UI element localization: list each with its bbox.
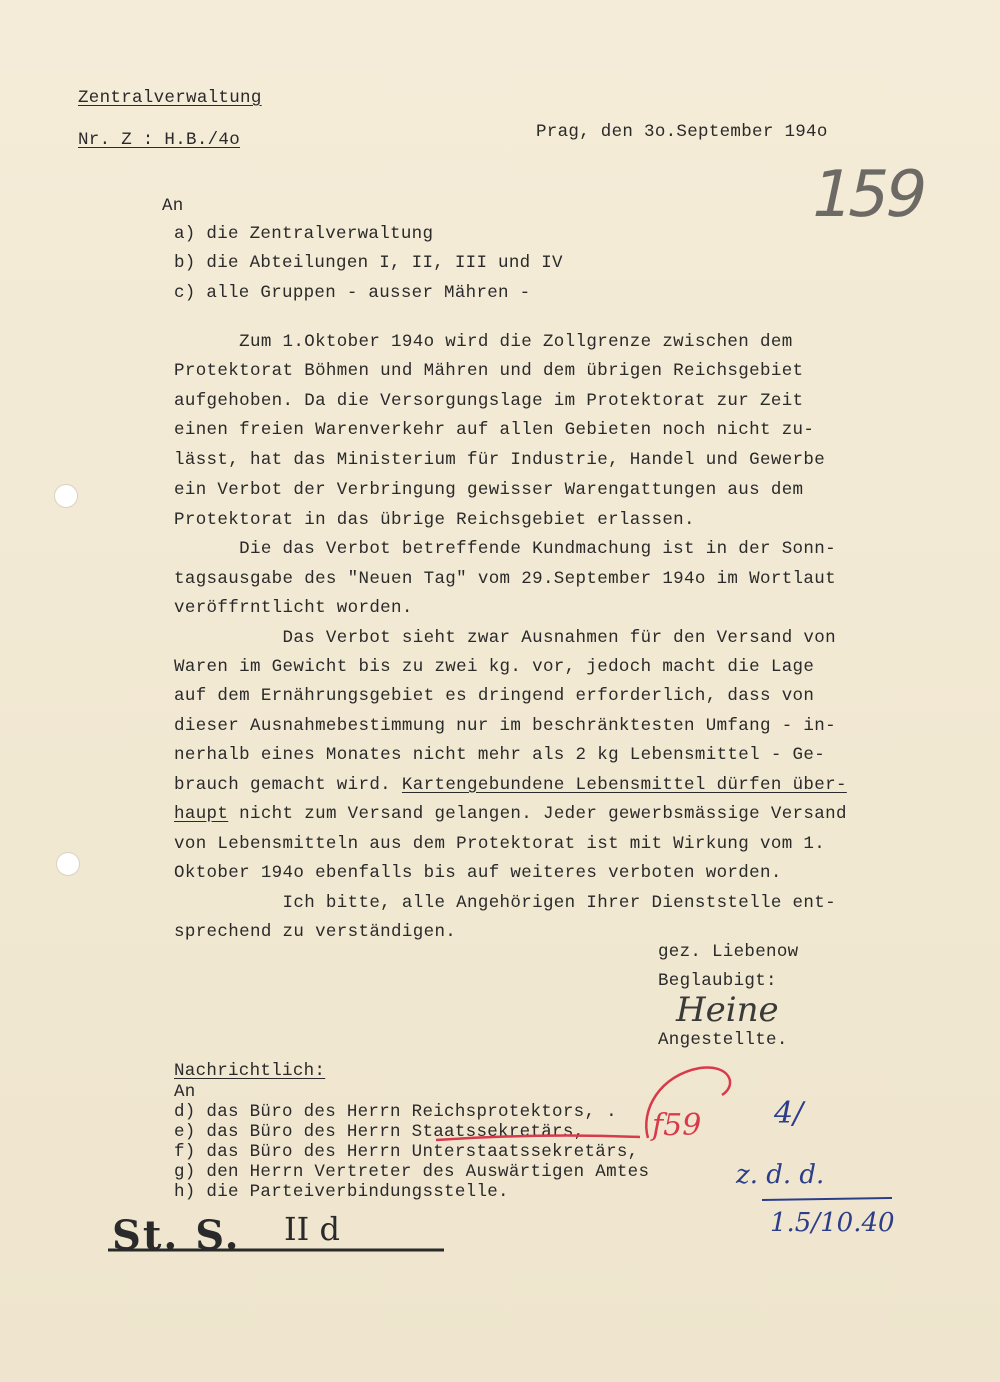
blue-pencil-mark: 4/	[774, 1096, 804, 1131]
reference-number: Nr. Z : H.B./4o	[78, 130, 241, 150]
cc-intro: An	[174, 1082, 196, 1102]
recipient-item: c) alle Gruppen - ausser Mähren -	[174, 283, 531, 303]
body-line: dieser Ausnahmebestimmung nur im beschränktesten Umfang - in-	[174, 716, 836, 736]
recipients-intro: An	[162, 196, 184, 216]
signed-by: gez. Liebenow	[658, 942, 799, 962]
signatory-role: Angestellte.	[658, 1030, 788, 1050]
body-line: ein Verbot der Verbringung gewisser Warengattungen aus dem	[174, 480, 804, 500]
cc-item: g) den Herrn Vertreter des Auswärtigen Amtes	[174, 1162, 650, 1182]
body-line: sprechend zu verständigen.	[174, 922, 457, 942]
recipient-item: b) die Abteilungen I, II, III und IV	[174, 253, 563, 273]
cc-item: e) das Büro des Herrn Staatssekretärs,	[174, 1122, 585, 1142]
handwritten-signature: Heine	[676, 990, 779, 1030]
underlined-passage: haupt	[174, 804, 229, 824]
body-line: tagsausgabe des "Neuen Tag" vom 29.September 194o im Wortlaut	[174, 569, 836, 589]
body-line: Protektorat Böhmen und Mähren und dem übrigen Reichsgebiet	[174, 361, 804, 381]
body-line: Die das Verbot betreffende Kundmachung ist in der Sonn-	[174, 539, 836, 559]
body-line: auf dem Ernährungsgebiet es dringend erforderlich, dass von	[174, 686, 815, 706]
red-underline	[436, 1136, 640, 1140]
blue-pencil-date: 1.5/10.40	[770, 1208, 895, 1238]
office-heading: Zentralverwaltung	[78, 88, 262, 108]
cc-heading: Nachrichtlich:	[174, 1061, 326, 1081]
place-date: Prag, den 3o.September 194o	[536, 122, 828, 142]
red-pencil-mark: f59	[652, 1108, 702, 1143]
body-line: Protektorat in das übrige Reichsgebiet erlassen.	[174, 510, 695, 530]
certified-label: Beglaubigt:	[658, 971, 777, 991]
body-line: Das Verbot sieht zwar Ausnahmen für den Versand von	[174, 628, 836, 648]
body-line: von Lebensmitteln aus dem Protektorat ist mit Wirkung vom 1.	[174, 834, 826, 854]
stamp-hand-note: II d	[284, 1210, 340, 1248]
cc-item: h) die Parteiverbindungsstelle.	[174, 1182, 509, 1202]
body-line: brauch gemacht wird.	[174, 775, 392, 795]
body-line: Ich bitte, alle Angehörigen Ihrer Dienststelle ent-	[174, 893, 836, 913]
body-line: nerhalb eines Monates nicht mehr als 2 kg Lebensmittel - Ge-	[174, 745, 826, 765]
body-line: einen freien Warenverkehr auf allen Gebieten noch nicht zu-	[174, 420, 815, 440]
body-line: Zum 1.Oktober 194o wird die Zollgrenze zwischen dem	[174, 332, 793, 352]
body-line: veröffrntlicht worden.	[174, 598, 413, 618]
folio-number: 159	[804, 158, 931, 232]
body-line: nicht zum Versand gelangen. Jeder gewerbsmässige Versand	[239, 804, 847, 824]
cc-item: d) das Büro des Herrn Reichsprotektors, .	[174, 1102, 617, 1122]
body-line: Oktober 194o ebenfalls bis auf weiteres verboten worden.	[174, 863, 782, 883]
cc-item: f) das Büro des Herrn Unterstaatssekretärs,	[174, 1142, 639, 1162]
recipient-item: a) die Zentralverwaltung	[174, 224, 434, 244]
blue-pencil-mark: z. d. d.	[736, 1160, 825, 1190]
stamp-text: St. S.	[112, 1212, 241, 1259]
body-line: lässt, hat das Ministerium für Industrie, Handel und Gewerbe	[174, 450, 826, 470]
body-line: aufgehoben. Da die Versorgungslage im Protektorat zur Zeit	[174, 391, 804, 411]
underlined-passage: Kartengebundene Lebensmittel dürfen über-	[401, 775, 847, 795]
body-line: Waren im Gewicht bis zu zwei kg. vor, jedoch macht die Lage	[174, 657, 815, 677]
blue-underline	[762, 1198, 892, 1200]
